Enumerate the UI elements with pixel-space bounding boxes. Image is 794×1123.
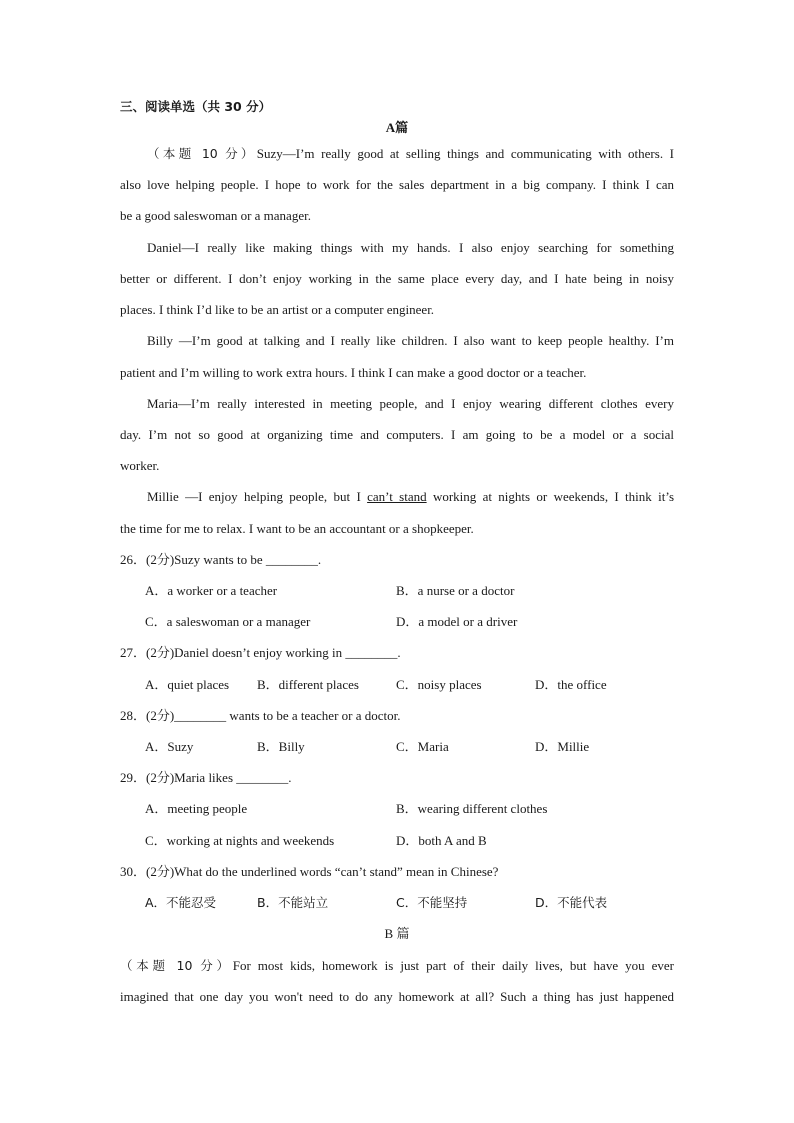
q28-option-b: B．Billy <box>257 739 305 754</box>
underlined-phrase: can’t stand <box>367 489 427 504</box>
question-26-stem: 26．(2分)Suzy wants to be ________. <box>120 552 322 567</box>
passage-a-p4-line1: Maria—I’m really interested in meeting people, and I enjoy wearing different clothes every <box>147 396 674 411</box>
question-27-stem: 27．(2分)Daniel doesn’t enjoy working in ________. <box>120 645 401 660</box>
p5-text-a: Millie —I enjoy helping people, but I <box>147 489 368 504</box>
section-title: 三、阅读单选（共 30 分） <box>120 99 272 114</box>
passage-b-heading: B 篇 <box>384 926 410 941</box>
passage-a-p3-line1: Billy —I’m good at talking and I really like children. I also want to keep people healthy. I’m <box>147 333 674 348</box>
q29-option-a: A．meeting people <box>145 801 248 816</box>
passage-a-p4-line2: day. I’m not so good at organizing time and computers. I am going to be a model or a social <box>120 427 674 442</box>
q30-option-c: C．不能坚持 <box>396 895 468 910</box>
passage-b-line1-text: For most kids, homework is just part of their daily lives, but have you ever <box>232 958 674 973</box>
passage-a-p5-line1 <box>147 488 674 506</box>
passage-a-p3-line2: patient and I’m willing to work extra hours. I think I can make a good doctor or a teacher. <box>120 365 587 380</box>
q26-option-a: A．a worker or a teacher <box>145 583 278 598</box>
passage-b-line2: imagined that one day you won't need to do any homework at all? Such a thing has just happened <box>120 989 674 1004</box>
q26-option-b: B．a nurse or a doctor <box>396 583 515 598</box>
passage-a-p1-line2: also love helping people. I hope to work for the sales department in a big company. I think I can <box>120 177 674 192</box>
q29-option-d: D．both A and B <box>396 833 487 848</box>
passage-a-p1-line3: be a good saleswoman or a manager. <box>120 208 311 223</box>
q27-option-c: C．noisy places <box>396 677 482 692</box>
q26-option-c: C．a saleswoman or a manager <box>145 614 311 629</box>
passage-a-p1-line1 <box>147 145 674 163</box>
question-30-stem: 30．(2分)What do the underlined words “can’t stand” mean in Chinese? <box>120 864 499 879</box>
q29-option-c: C．working at nights and weekends <box>145 833 335 848</box>
p5-text-b: working at nights or weekends, I think it’s <box>426 489 675 504</box>
q26-option-d: D．a model or a driver <box>396 614 518 629</box>
p1-line1-text: Suzy—I’m really good at selling things and communicating with others. I <box>256 146 674 161</box>
score-note: （本题 10 分） <box>147 146 257 161</box>
passage-a-p5-line2: the time for me to relax. I want to be an accountant or a shopkeeper. <box>120 521 474 536</box>
question-29-stem: 29．(2分)Maria likes ________. <box>120 770 292 785</box>
q27-option-b: B．different places <box>257 677 359 692</box>
q28-option-c: C．Maria <box>396 739 449 754</box>
passage-b-line1 <box>120 957 674 975</box>
q30-option-d: D．不能代表 <box>535 895 608 910</box>
q30-option-b: B．不能站立 <box>257 895 329 910</box>
q30-option-a: A．不能忍受 <box>145 895 217 910</box>
q29-option-b: B．wearing different clothes <box>396 801 548 816</box>
passage-a-p2-line2: better or different. I don’t enjoy working in the same place every day, and I hate being in noisy <box>120 271 674 286</box>
q27-option-a: A．quiet places <box>145 677 230 692</box>
passage-a-heading: A篇 <box>385 120 409 135</box>
score-note-b: （本题 10 分） <box>120 958 233 973</box>
passage-a-p2-line3: places. I think I’d like to be an artist or a computer engineer. <box>120 302 435 317</box>
passage-a-p2-line1: Daniel—I really like making things with my hands. I also enjoy searching for something <box>147 240 674 255</box>
question-28-stem: 28．(2分)________ wants to be a teacher or a doctor. <box>120 708 401 723</box>
q28-option-d: D．Millie <box>535 739 590 754</box>
q27-option-d: D．the office <box>535 677 607 692</box>
q28-option-a: A．Suzy <box>145 739 194 754</box>
passage-a-p4-line3: worker. <box>120 458 160 473</box>
